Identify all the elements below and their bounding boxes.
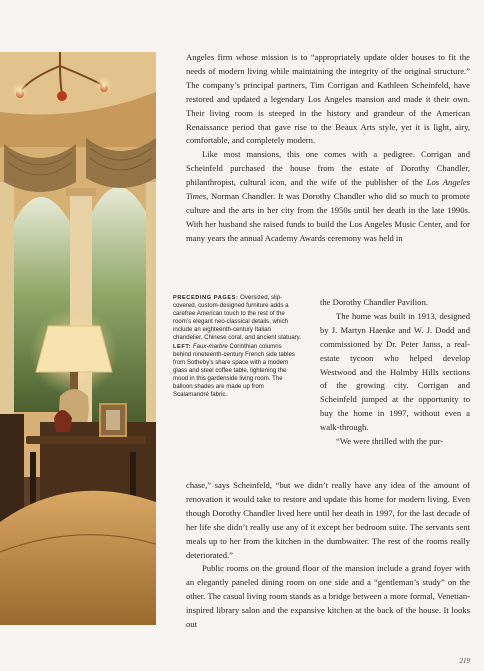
paragraph-pedigree [186,148,470,245]
caption-label-left: LEFT: [173,343,192,350]
paragraph-quote-cont: chase,” says Scheinfeld, “but we didn’t really have any idea of the amount of renovation it would take to restore and update this home for modern living. Even though Dorothy Chandler lived here until her death in 1997, for the last decade of her life she didn’t really use any of it except her bedroom suite. The servants sent meals up to her from the kitchen in the dumbwaiter. The rest of the rooms really deteriorated.” [186,480,470,560]
caption-text-preceding: Oversized, slip-covered, custom-designed furniture adds a carefree American touch to the rest of the room’s elegant neo-classical details, which include an eighteenth-century Italian chandelier, Chinese coral, and ancient statuary. [173,294,301,342]
paragraph-intro: Angeles firm whose mission is to “appropriately update older houses to fit the needs of modern living while maintaining the integrity of the original structure.” The company’s principal partners, Tim Corrigan and Kathleen Scheinfeld, have restored and updated a legendary Los Angeles mansion and made it their own. Their living room is steeped in the history and grandeur of the American Renaissance period that gave rise to the Beaux Arts style, yet it is light, airy, comfortable, and completely modern. [186,52,470,146]
caption-italic-term: Faux-marbre [191,342,228,350]
body-text-top [186,51,470,246]
body-text-lower [186,479,470,632]
paragraph-pedigree-text: Like most mansions, this one comes with a pedigree. Corrigan and Scheinfeld purchased the house from the estate of Dorothy Chandler, philanthropist, cultural icon, and the wife of the publisher of the [186,149,470,188]
paragraph-pedigree-text-cont: , Norman Chandler. It was Dorothy Chandler who did so much to promote culture and the arts in her city from the 1950s until her death in the late 1990s. With her husband she raised funds to build the Los Angeles Music Center, and for many years the annual Academy Awards ceremony was held in [186,191,470,243]
page-number: 219 [459,657,470,665]
paragraph-public-rooms: Public rooms on the ground floor of the mansion include a grand foyer with an elegantly paneled dining room on one side and a “gentleman’s study” on the other. The casual living room stands as a bridge between a more formal, Venetian-inspired library salon and the expansive kitchen at the back of the house. It looks out [186,563,470,630]
caption-label-preceding: PRECEDING PAGES: [173,295,239,301]
newspaper-title: Los Angeles Times [186,177,471,202]
living-room-photo [0,52,156,625]
paragraph-history: The home was built in 1913, designed by J. Martyn Haenke and W. J. Dodd and commissioned by Dr. Peter Janss, a real-estate tycoon who helped develop Westwood and the Holmby Hills sections of the growing city. Corrigan and Scheinfeld jumped at the opportunity to buy the home in 1997, without even a walk-through. [320,310,470,433]
paragraph-quote-start: “We were thrilled with the pur- [336,436,444,447]
body-text-narrow [320,296,470,449]
photo-caption [173,294,301,399]
paragraph-pavilion: the Dorothy Chandler Pavilion. [320,297,428,307]
caption-text-left: Corinthian columns behind nineteenth-century French side tables from Sotheby’s share space with a modern glass and steel coffee table, lightening the mood in this gardenside living room. The balloon shades are made up from Scalamandré fabric. [173,342,295,399]
